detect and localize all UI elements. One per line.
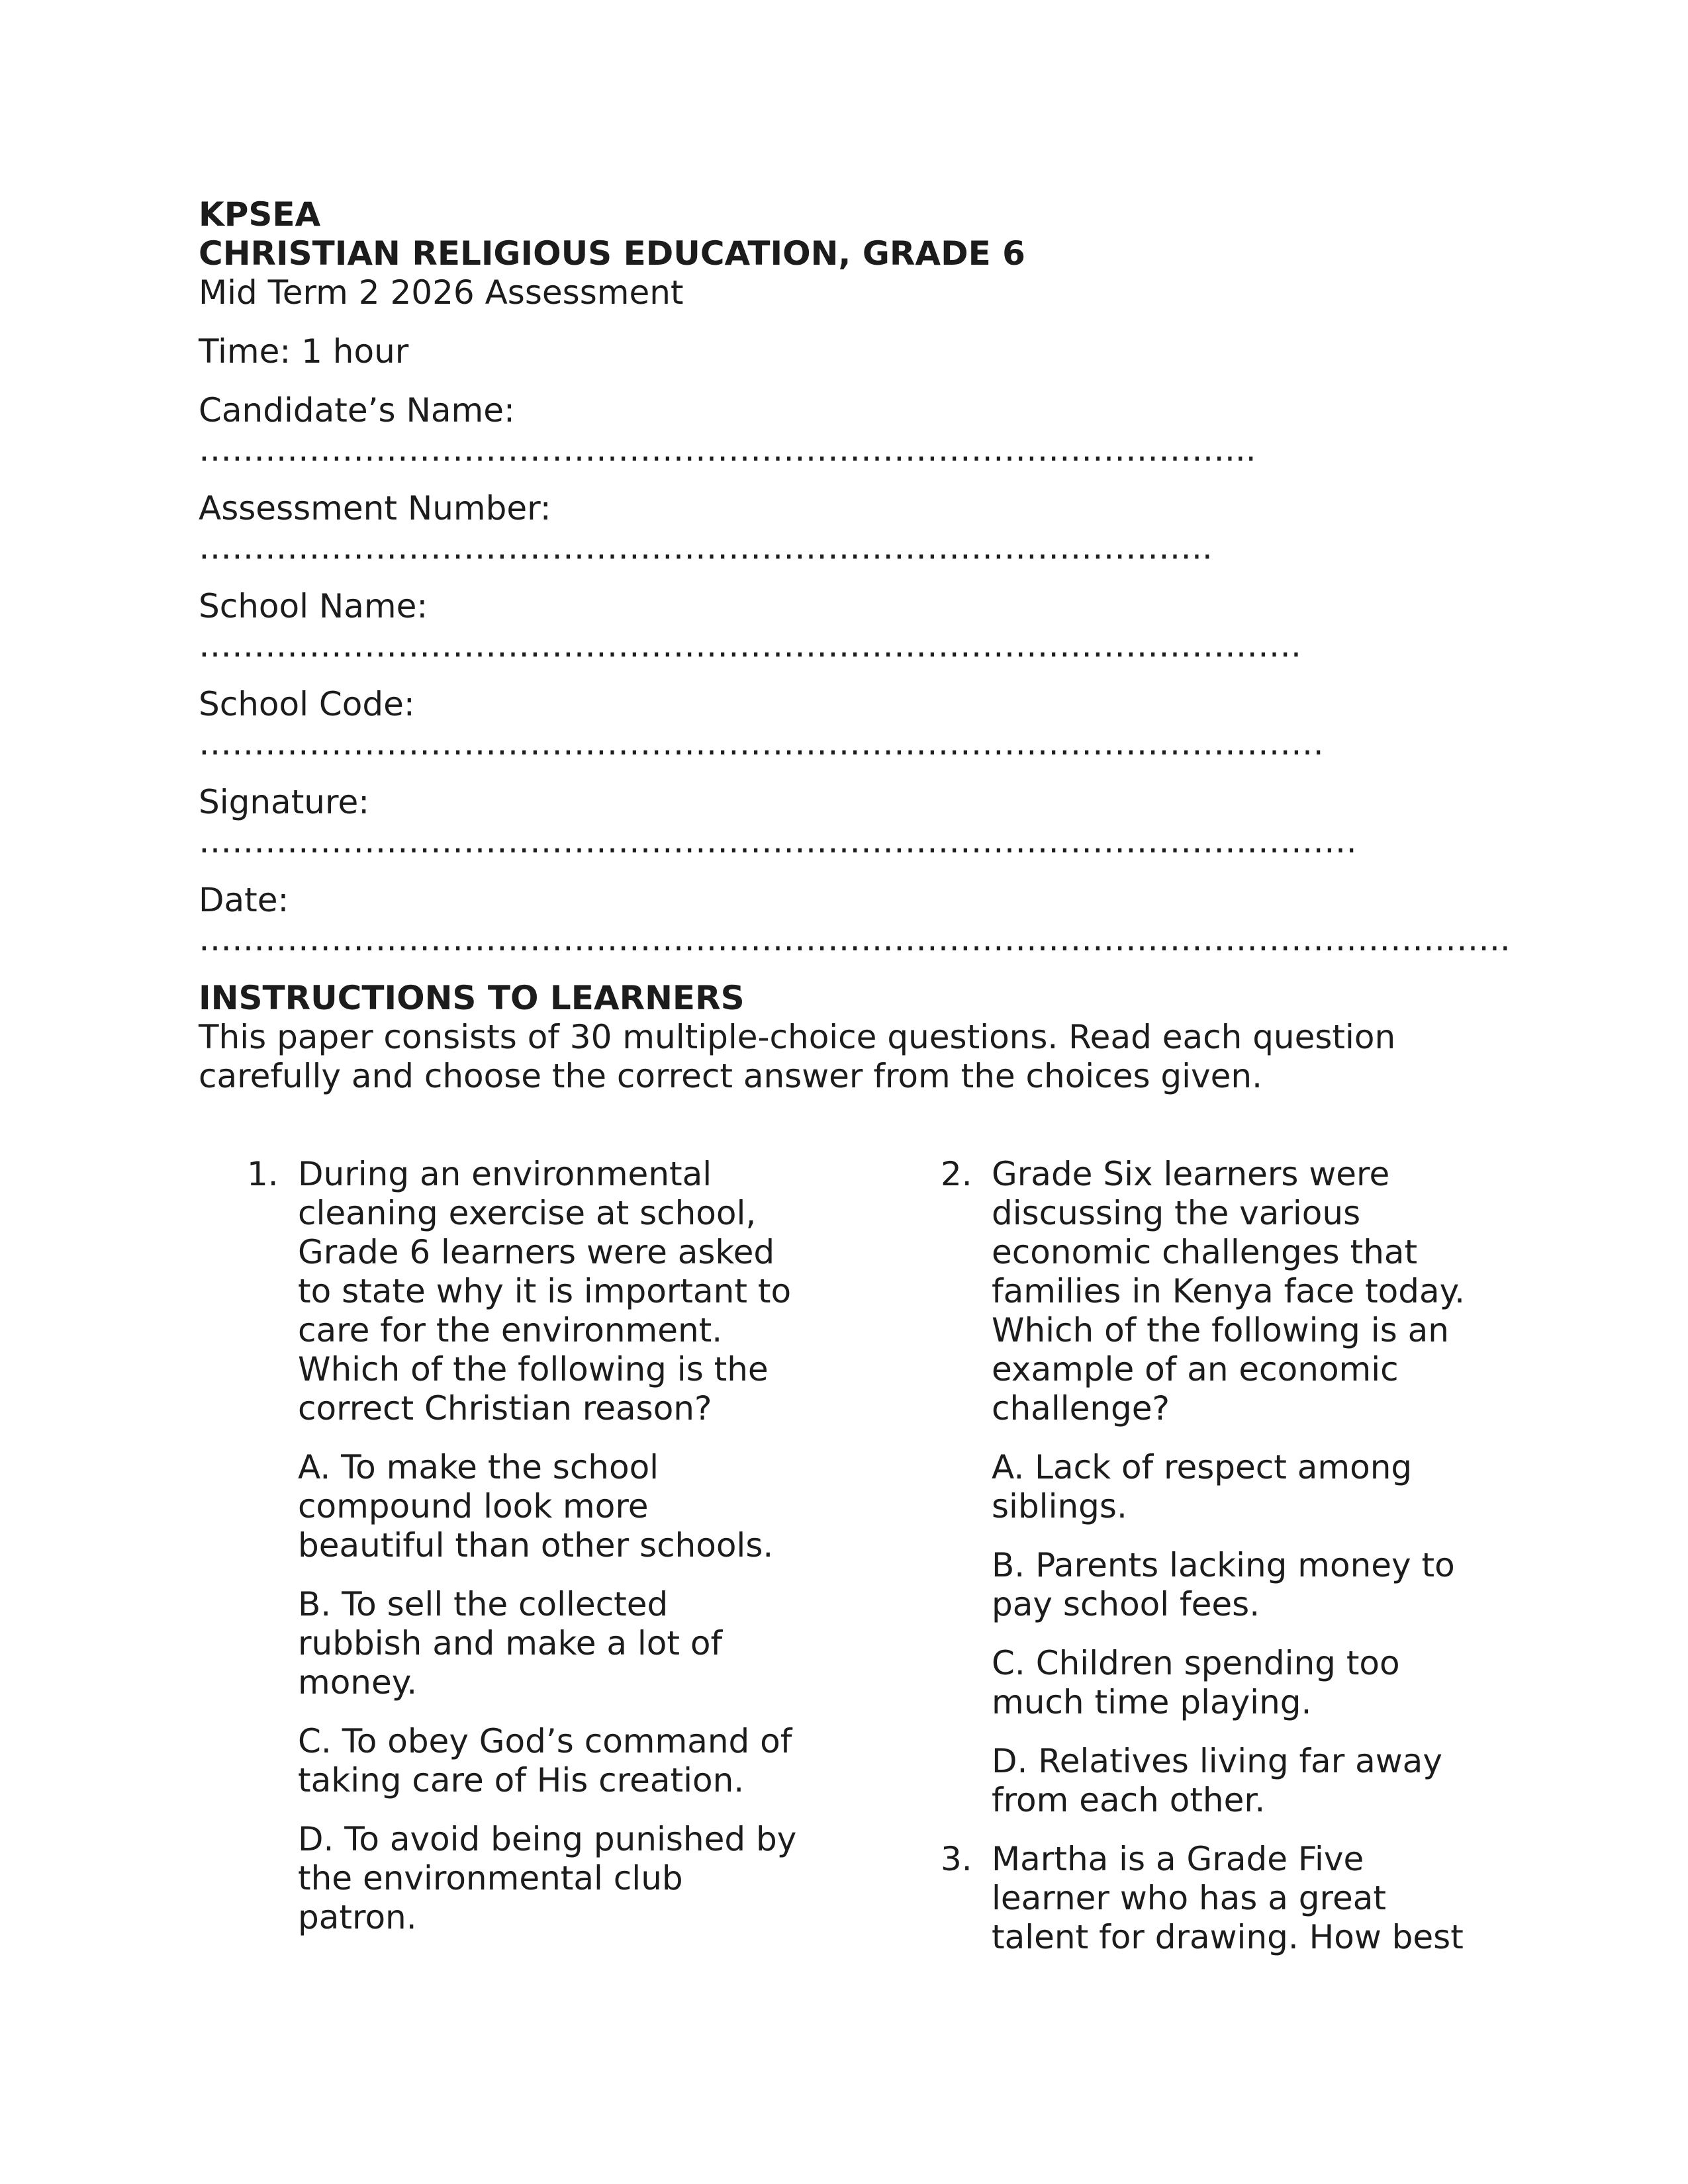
assessment-title: Mid Term 2 2026 Assessment [199,273,684,312]
field-dots: ……………………………………………………………………………………………………….. [199,920,1511,958]
field-label: School Name: [199,587,428,625]
left-column [199,1155,797,1957]
signature-field[interactable] [199,783,1496,861]
question-stem: During an environmental cleaning exercise at school, Grade 6 learners were asked to state why it is important to care for the environment. Which of the following is the correct Christian reason? [298,1155,792,1428]
option-b[interactable]: B. Parents lacking money to pay school fees. [992,1546,1455,1623]
question-number: 3. [941,1840,972,1878]
field-dots: …………………………………………………………………………………………… [199,822,1357,860]
question-stem: Martha is a Grade Five learner who has a great talent for drawing. How best [992,1840,1464,1956]
option-a[interactable]: A. Lack of respect among siblings. [992,1448,1413,1525]
field-label: Assessment Number: [199,489,551,527]
question-2 [892,1155,1475,1820]
subject-title: CHRISTIAN RELIGIOUS EDUCATION, GRADE 6 [199,234,1025,273]
option-a[interactable]: A. To make the school compound look more beautiful than other schools. [298,1448,774,1565]
right-column [892,1155,1475,1977]
question-3 [892,1840,1475,1957]
option-c[interactable]: C. Children spending too much time playing. [992,1644,1400,1721]
exam-page [199,195,1511,1096]
assessment-number-field[interactable] [199,489,1496,567]
field-dots: ………………………………………………………………………………………. [199,626,1301,664]
field-dots: ……………………………………………………………………………….. [199,528,1213,567]
question-1 [199,1155,797,1937]
exam-body-title: KPSEA [199,195,321,234]
field-label: Signature: [199,783,370,821]
school-code-field[interactable] [199,685,1496,763]
candidate-name-field[interactable] [199,391,1496,469]
question-stem: Grade Six learners were discussing the various economic challenges that families in Kenya face today. Which of the following is an example of an economic challenge? [992,1155,1465,1428]
field-label: School Code: [199,685,415,723]
field-label: Date: [199,881,289,919]
option-b[interactable]: B. To sell the collected rubbish and make a lot of money. [298,1585,723,1702]
option-d[interactable]: D. Relatives living far away from each other. [992,1742,1442,1819]
instructions-title: INSTRUCTIONS TO LEARNERS [199,979,745,1017]
question-number: 1. [247,1155,279,1193]
option-d[interactable]: D. To avoid being punished by the environmental club patron. [298,1820,797,1936]
option-c[interactable]: C. To obey God’s command of taking care of His creation. [298,1722,792,1799]
date-field[interactable] [199,881,1511,959]
school-name-field[interactable] [199,587,1496,665]
question-number: 2. [941,1155,972,1193]
instructions-body: This paper consists of 30 multiple-choice questions. Read each question carefully and choose the correct answer from the choices given. [199,1018,1396,1095]
time-allowed: Time: 1 hour [199,332,409,371]
field-label: Candidate’s Name: [199,391,515,430]
field-dots: …………………………………………………………………………………... [199,430,1256,469]
field-dots: ………………………………………………………………………………………… [199,724,1324,762]
